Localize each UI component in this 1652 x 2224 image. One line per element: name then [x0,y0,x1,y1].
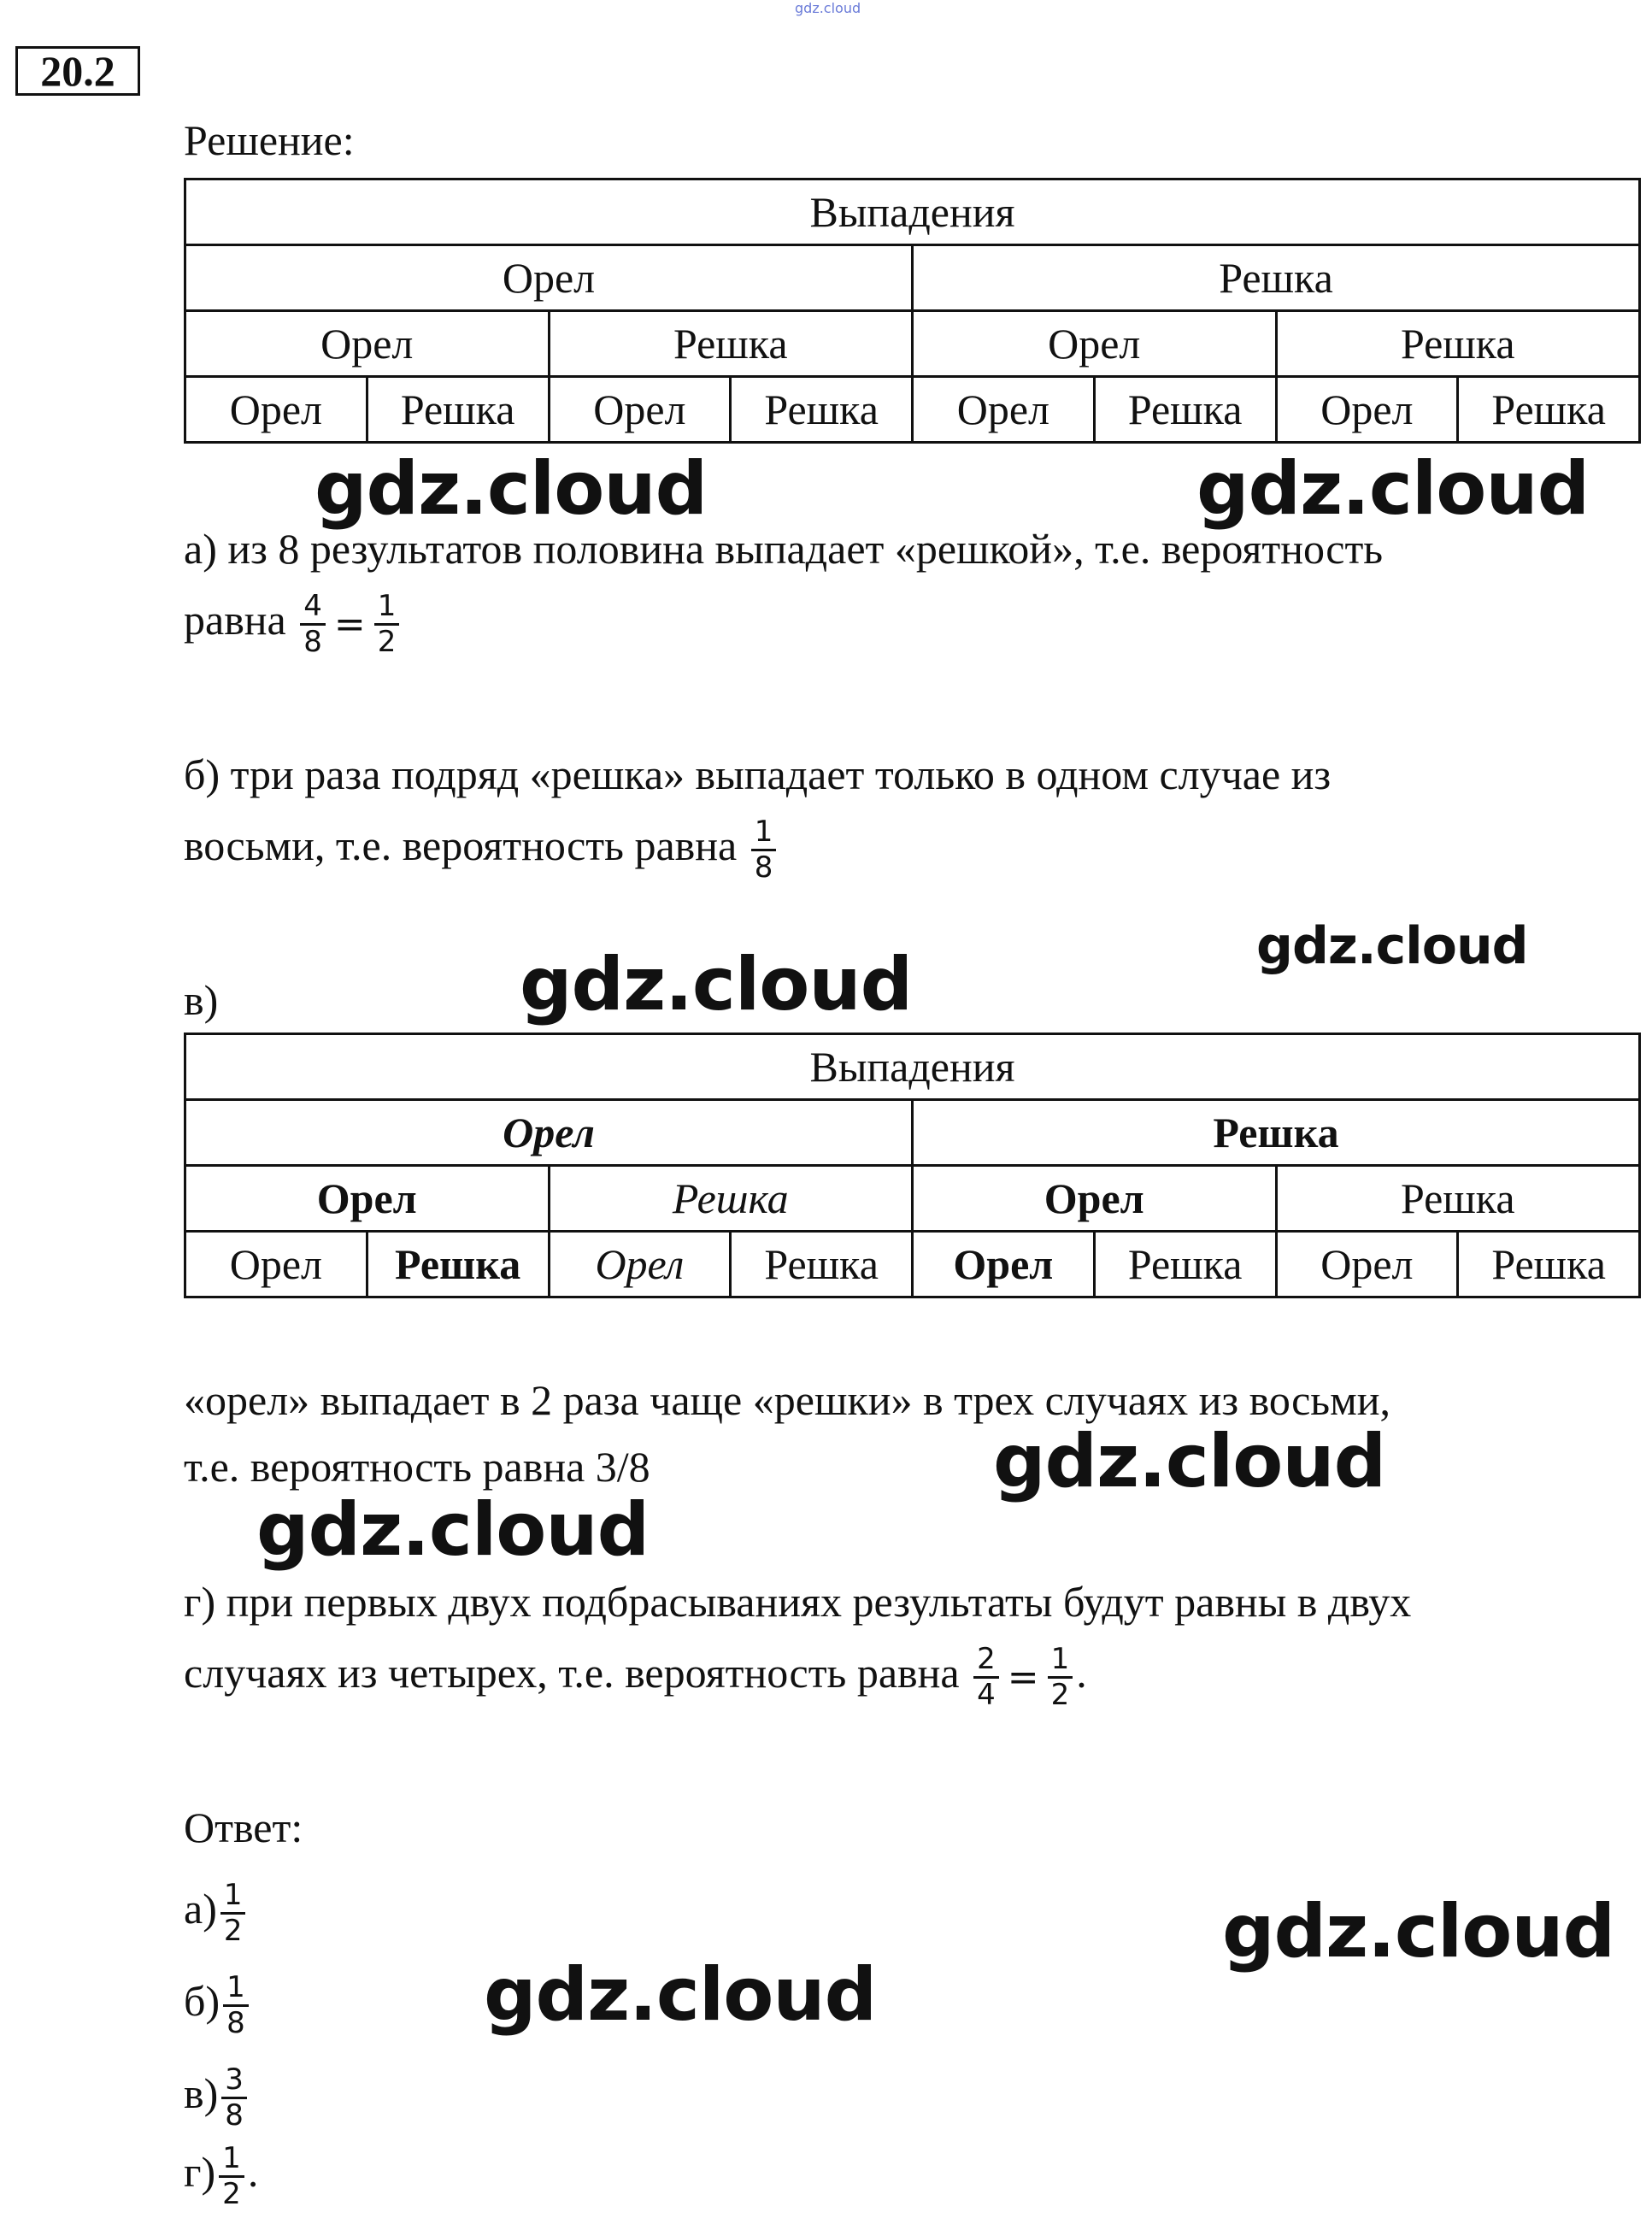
part-b-prefix: восьми, т.е. вероятность равна [184,821,738,870]
part-g-suffix: . [1076,1649,1087,1697]
table-cell: Орел [1276,1232,1458,1297]
table-cell: Орел [185,1232,367,1297]
table-cell: Орел [913,1166,1277,1232]
problem-number: 20.2 [15,46,140,96]
part-g-line1: г) при первых двух подбрасываниях результаты будут равны в двух [184,1578,1412,1626]
watermark: gdz.cloud [520,942,913,1027]
table-cell: Орел [549,377,731,443]
watermark: gdz.cloud [993,1419,1386,1504]
answer-label: Ответ: [184,1803,303,1851]
outcomes-table-2 [184,1033,1641,1298]
equals-sign: = [1007,1655,1039,1699]
table-cell: Решка [1276,311,1640,377]
table-cell: Решка [367,377,549,443]
table-cell: Орел [185,311,550,377]
part-a-line1: а) из 8 результатов половина выпадает «решкой», т.е. вероятность [184,525,1384,573]
watermark: gdz.cloud [315,446,708,532]
table-header-cell: Выпадения [185,179,1640,245]
part-a-prefix: равна [184,596,286,644]
table-cell: Решка [1458,1232,1640,1297]
table-cell: Орел [549,1232,731,1297]
fraction: $\frac{2}{4}$ [973,1643,999,1712]
answer-item: г) $\frac{1}{2}$ . [184,2141,259,2212]
table-cell: Орел [913,1232,1095,1297]
table-cell: Орел [185,377,367,443]
part-b-line1: б) три раза подряд «решка» выпадает только в одном случае из [184,750,1332,798]
answer-item: б) $\frac{1}{8}$ [184,1971,252,2040]
answer-item: в) $\frac{3}{8}$ [184,2063,250,2133]
equals-sign: = [333,602,366,646]
table-header-cell: Выпадения [185,1034,1640,1100]
table-cell: Орел [913,311,1277,377]
fraction: $\frac{1}{8}$ [751,815,777,885]
table-cell: Орел [185,1100,913,1166]
top-watermark: gdz.cloud [795,0,861,16]
part-v-label: в) [184,976,219,1024]
watermark: gdz.cloud [1196,446,1590,532]
table-cell: Решка [913,1100,1640,1166]
part-v-line2: т.е. вероятность равна 3/8 [184,1443,650,1491]
table-cell: Орел [913,377,1095,443]
watermark: gdz.cloud [1256,916,1528,976]
answer-item: а) $\frac{1}{2}$ [184,1879,249,1948]
table-cell: Решка [913,245,1640,311]
watermark: gdz.cloud [484,1952,877,2038]
fraction: $\frac{1}{2}$ [374,590,400,659]
table-cell: Решка [1276,1166,1640,1232]
table-cell: Орел [185,245,913,311]
part-v-line1: «орел» выпадает в 2 раза чаще «решки» в трех случаях из восьми, [184,1376,1390,1424]
table-cell: Решка [549,311,913,377]
part-g-line2 [184,1643,1087,1712]
table-cell: Решка [549,1166,913,1232]
table-cell: Решка [731,1232,913,1297]
table-cell: Решка [731,377,913,443]
watermark: gdz.cloud [1222,1889,1615,1974]
watermark: gdz.cloud [256,1487,650,1573]
solution-label: Решение: [184,116,355,164]
table-cell: Орел [1276,377,1458,443]
table-cell: Решка [1094,1232,1276,1297]
table-cell: Решка [1458,377,1640,443]
table-cell: Решка [1094,377,1276,443]
part-b-line2 [184,815,779,885]
part-a-line2 [184,590,403,659]
outcomes-table-1 [184,178,1641,444]
part-g-prefix: случаях из четырех, т.е. вероятность равна [184,1649,960,1697]
table-cell: Орел [185,1166,550,1232]
fraction: $\frac{1}{2}$ [1048,1643,1073,1712]
fraction: $\frac{4}{8}$ [300,590,326,659]
table-cell: Решка [367,1232,549,1297]
